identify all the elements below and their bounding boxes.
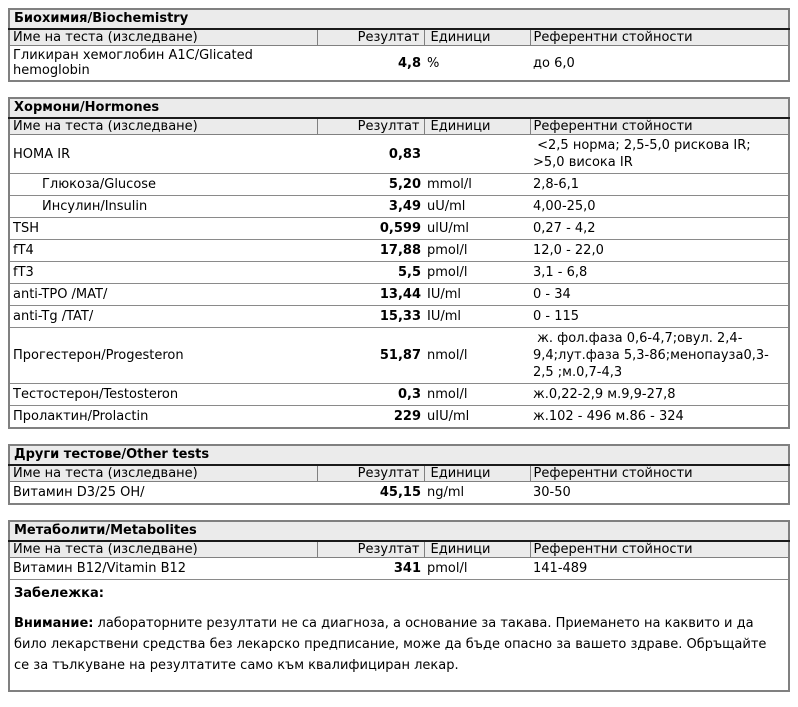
table-row	[9, 558, 789, 580]
column-header-result: Резултат	[317, 118, 424, 135]
results-table	[8, 97, 790, 429]
section-title: Хормони/Hormones	[9, 98, 789, 118]
result-cell: 17,88	[317, 240, 424, 262]
result-cell: 13,44	[317, 284, 424, 306]
reference-cell: 4,00-25,0	[530, 196, 789, 218]
result-cell: 3,49	[317, 196, 424, 218]
warning-text: лабораторните резултати не са диагноза, а основание за такава. Приемането на каквито и да било лекарствени средства без лекарско предписание, може да бъде опасно за вашето здраве. Обръщайте се за тълкуване на резултатите само към квалифициран лекар.	[14, 616, 767, 673]
table-row	[9, 240, 789, 262]
result-cell: 229	[317, 406, 424, 429]
units-cell: nmol/l	[424, 384, 530, 406]
test-name-cell: Витамин B12/Vitamin B12	[9, 558, 317, 580]
result-cell: 45,15	[317, 482, 424, 505]
test-name-cell: Витамин D3/25 OH/	[9, 482, 317, 505]
column-header-units: Единици	[424, 29, 530, 46]
reference-cell: 0 - 115	[530, 306, 789, 328]
column-header-test-name: Име на теста (изследване)	[9, 118, 317, 135]
column-header-units: Единици	[424, 118, 530, 135]
section-title: Биохимия/Biochemistry	[9, 9, 789, 29]
reference-cell: <2,5 норма; 2,5-5,0 рискова IR; >5,0 висока IR	[530, 135, 789, 174]
units-cell: nmol/l	[424, 328, 530, 384]
warning-label: Внимание:	[14, 616, 94, 631]
units-cell: IU/ml	[424, 306, 530, 328]
reference-cell: до 6,0	[530, 46, 789, 82]
column-header-units: Единици	[424, 541, 530, 558]
table-row	[9, 482, 789, 505]
result-cell: 4,8	[317, 46, 424, 82]
test-name-cell: fT3	[9, 262, 317, 284]
column-header-row	[9, 541, 789, 558]
reference-cell: 2,8-6,1	[530, 174, 789, 196]
section-title: Други тестове/Other tests	[9, 445, 789, 465]
column-header-reference: Референтни стойности	[530, 541, 789, 558]
section-title: Метаболити/Metabolites	[9, 521, 789, 541]
reference-cell: 12,0 - 22,0	[530, 240, 789, 262]
test-name-cell: anti-Tg /TAT/	[9, 306, 317, 328]
reference-cell: ж.102 - 496 м.86 - 324	[530, 406, 789, 429]
column-header-result: Резултат	[317, 465, 424, 482]
test-name-cell: Глюкоза/Glucose	[9, 174, 317, 196]
column-header-reference: Референтни стойности	[530, 29, 789, 46]
column-header-test-name: Име на теста (изследване)	[9, 29, 317, 46]
result-cell: 0,3	[317, 384, 424, 406]
column-header-row	[9, 465, 789, 482]
table-row	[9, 328, 789, 384]
test-name-cell: Прогестерон/Progesteron	[9, 328, 317, 384]
test-name-cell: TSH	[9, 218, 317, 240]
note-cell	[9, 580, 789, 692]
table-row	[9, 406, 789, 429]
column-header-result: Резултат	[317, 541, 424, 558]
test-name-cell: anti-TPO /MAT/	[9, 284, 317, 306]
section-header-row	[9, 521, 789, 541]
result-cell: 5,20	[317, 174, 424, 196]
warning-paragraph	[14, 613, 782, 676]
section-header-row	[9, 445, 789, 465]
table-row	[9, 135, 789, 174]
reference-cell: 0 - 34	[530, 284, 789, 306]
table-row	[9, 196, 789, 218]
result-cell: 15,33	[317, 306, 424, 328]
reference-cell: 0,27 - 4,2	[530, 218, 789, 240]
table-row	[9, 384, 789, 406]
units-cell	[424, 135, 530, 174]
results-table	[8, 520, 790, 692]
test-name-cell: fT4	[9, 240, 317, 262]
reference-cell: ж. фол.фаза 0,6-4,7;овул. 2,4-9,4;лут.фаза 5,3-86;менопауза0,3-2,5 ;м.0,7-4,3	[530, 328, 789, 384]
table-row	[9, 218, 789, 240]
result-cell: 51,87	[317, 328, 424, 384]
column-header-test-name: Име на теста (изследване)	[9, 465, 317, 482]
units-cell: ng/ml	[424, 482, 530, 505]
column-header-result: Резултат	[317, 29, 424, 46]
reference-cell: 3,1 - 6,8	[530, 262, 789, 284]
results-table	[8, 444, 790, 505]
table-row	[9, 174, 789, 196]
test-name-cell: Тестостерон/Testosteron	[9, 384, 317, 406]
units-cell: pmol/l	[424, 240, 530, 262]
table-row	[9, 46, 789, 82]
units-cell: pmol/l	[424, 558, 530, 580]
result-cell: 5,5	[317, 262, 424, 284]
section-header-row	[9, 98, 789, 118]
table-row	[9, 306, 789, 328]
column-header-row	[9, 118, 789, 135]
units-cell: uIU/ml	[424, 406, 530, 429]
result-cell: 0,83	[317, 135, 424, 174]
column-header-units: Единици	[424, 465, 530, 482]
note-label: Забележка:	[14, 586, 104, 601]
table-row	[9, 262, 789, 284]
column-header-reference: Референтни стойности	[530, 465, 789, 482]
units-cell: ulU/ml	[424, 218, 530, 240]
units-cell: mmol/l	[424, 174, 530, 196]
column-header-test-name: Име на теста (изследване)	[9, 541, 317, 558]
reference-cell: 30-50	[530, 482, 789, 505]
results-table	[8, 8, 790, 82]
test-name-cell: Пролактин/Prolactin	[9, 406, 317, 429]
test-name-cell: Инсулин/Insulin	[9, 196, 317, 218]
units-cell: pmol/l	[424, 262, 530, 284]
note-row	[9, 580, 789, 692]
table-row	[9, 284, 789, 306]
result-cell: 0,599	[317, 218, 424, 240]
section-header-row	[9, 9, 789, 29]
test-name-cell: HOMA IR	[9, 135, 317, 174]
result-cell: 341	[317, 558, 424, 580]
reference-cell: ж.0,22-2,9 м.9,9-27,8	[530, 384, 789, 406]
units-cell: uU/ml	[424, 196, 530, 218]
units-cell: %	[424, 46, 530, 82]
units-cell: IU/ml	[424, 284, 530, 306]
reference-cell: 141-489	[530, 558, 789, 580]
column-header-reference: Референтни стойности	[530, 118, 789, 135]
test-name-cell: Гликиран хемоглобин A1C/Glicated hemoglobin	[9, 46, 317, 82]
column-header-row	[9, 29, 789, 46]
